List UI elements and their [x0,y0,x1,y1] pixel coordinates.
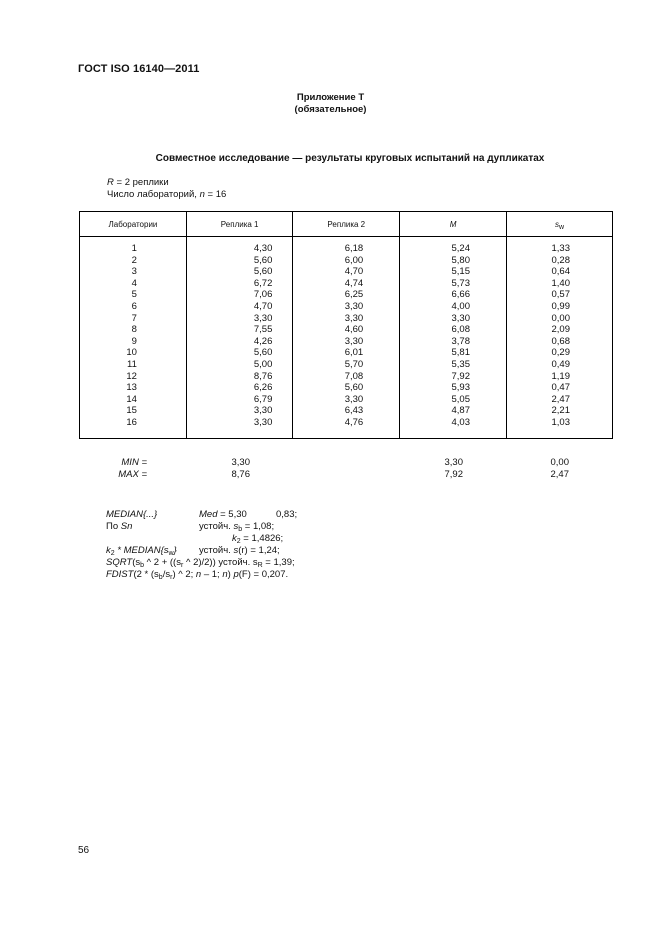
cell-lab: 14 [80,394,187,406]
labs-text: Число лабораторий, [107,189,200,200]
cell-sw: 0,29 [507,347,613,359]
med-expression: Med = 5,30 [199,509,247,520]
cell-sw: 2,09 [507,324,613,336]
sb-expression: устойч. $s_b = 1,08$; [199,521,275,533]
table-row [80,301,613,313]
max-label: MAX = [118,469,147,480]
annex-heading [0,92,661,116]
cell-m: 5,73 [400,278,507,290]
cell-replica-1: 5,60 [186,255,292,267]
table-row [80,405,613,417]
cell-m: 6,66 [400,289,507,301]
page-number: 56 [78,845,90,856]
min-replica-1: 3,30 [231,457,250,468]
max-replica-1: 8,76 [231,469,250,480]
header-sw: $s_w$ [507,212,613,237]
sr-expression: устойч. s(r) = 1,24; [199,545,280,556]
cell-m: 4,00 [400,301,507,313]
min-label: MIN = [121,457,147,468]
min-m: 3,30 [444,457,463,468]
cell-m: 5,81 [400,347,507,359]
cell-m: 4,87 [400,405,507,417]
cell-m: 3,78 [400,336,507,348]
labs-line [107,189,226,201]
labs-value: = 16 [204,189,227,200]
cell-replica-2: 4,70 [293,266,400,278]
table-row [80,347,613,359]
cell-lab: 8 [80,324,187,336]
cell-m: 3,30 [400,313,507,325]
replicas-text: = 2 реплики [113,177,169,188]
cell-m: 6,08 [400,324,507,336]
cell-replica-1: 3,30 [186,313,292,325]
table-body [80,237,613,439]
table-row [80,266,613,278]
cell-replica-2: 4,76 [293,417,400,429]
cell-sw: 1,33 [507,243,613,255]
cell-replica-2: 5,60 [293,382,400,394]
cell-replica-2: 6,43 [293,405,400,417]
cell-lab: 5 [80,289,187,301]
cell-m: 5,24 [400,243,507,255]
cell-replica-2: 3,30 [293,394,400,406]
cell-replica-2: 4,74 [293,278,400,290]
header-m: M [400,212,507,237]
median-label: MEDIAN{...} [106,509,158,520]
cell-lab: 11 [80,359,187,371]
cell-replica-2: 6,00 [293,255,400,267]
standard-header: ГОСТ ISO 16140—2011 [78,63,200,75]
cell-sw: 0,64 [507,266,613,278]
r-variable: R [107,177,114,188]
cell-lab: 12 [80,371,187,383]
cell-sw: 2,47 [507,394,613,406]
table-row [80,336,613,348]
k2-expression: $k_2 = 1,4826$; [232,533,284,545]
sqrt-expression: $SQRT(s_b$ ^ $2 + ((s_r$ ^ 2)/2)) устойч. $s_R = 1,39$; [106,557,295,569]
cell-sw: 0,47 [507,382,613,394]
cell-lab: 4 [80,278,187,290]
cell-replica-2: 4,60 [293,324,400,336]
cell-replica-1: 5,60 [186,347,292,359]
cell-m: 7,92 [400,371,507,383]
cell-replica-1: 3,30 [186,417,292,429]
cell-replica-2: 5,70 [293,359,400,371]
fdist-expression: FDIST(2 * $(s_b/s_r)$ ^ 2; n – 1; n) p(F) = 0,207. [106,569,289,581]
cell-replica-2: 7,08 [293,371,400,383]
cell-replica-1: 6,79 [186,394,292,406]
cell-lab: 2 [80,255,187,267]
cell-lab: 16 [80,417,187,429]
table-row [80,255,613,267]
cell-replica-2: 3,30 [293,313,400,325]
cell-replica-1: 7,55 [186,324,292,336]
cell-lab: 1 [80,243,187,255]
cell-replica-1: 7,06 [186,289,292,301]
cell-lab: 7 [80,313,187,325]
cell-replica-1: 6,26 [186,382,292,394]
table-row [80,278,613,290]
table-row [80,382,613,394]
cell-m: 4,03 [400,417,507,429]
cell-replica-1: 4,26 [186,336,292,348]
table-row [80,313,613,325]
annex-title: Приложение Т [296,92,365,103]
cell-replica-1: 6,72 [186,278,292,290]
cell-replica-1: 3,30 [186,405,292,417]
cell-sw: 1,19 [507,371,613,383]
k2-median-expression: $k_2$ * $MEDIAN\{s_w\}$ [106,545,177,557]
results-table [79,211,613,439]
table-row [80,394,613,406]
header-labs: Лаборатории [80,212,187,237]
table-row [80,371,613,383]
cell-replica-1: 8,76 [186,371,292,383]
cell-m: 5,80 [400,255,507,267]
parameters [107,177,226,201]
cell-m: 5,05 [400,394,507,406]
cell-sw: 0,00 [507,313,613,325]
min-sw: 0,00 [550,457,569,468]
cell-sw: 0,99 [507,301,613,313]
cell-lab: 15 [80,405,187,417]
cell-replica-2: 6,25 [293,289,400,301]
table-row [80,243,613,255]
cell-lab: 6 [80,301,187,313]
replicas-line [107,177,226,189]
cell-lab: 3 [80,266,187,278]
cell-sw: 0,49 [507,359,613,371]
cell-m: 5,35 [400,359,507,371]
cell-replica-2: 3,30 [293,336,400,348]
cell-replica-2: 6,18 [293,243,400,255]
table-row [80,324,613,336]
cell-sw: 1,03 [507,417,613,429]
med-sw-value: 0,83; [276,509,298,520]
n-variable: n [199,189,205,200]
cell-replica-1: 4,70 [186,301,292,313]
cell-sw: 0,28 [507,255,613,267]
cell-m: 5,15 [400,266,507,278]
sn-label: По Sn [106,521,133,532]
table-row [80,417,613,429]
table-row [80,289,613,301]
cell-replica-1: 5,60 [186,266,292,278]
cell-sw: 0,68 [507,336,613,348]
header-replica-2: Реплика 2 [293,212,400,237]
cell-m: 5,93 [400,382,507,394]
table-bottom-row [80,429,613,439]
cell-lab: 10 [80,347,187,359]
cell-sw: 1,40 [507,278,613,290]
max-sw: 2,47 [550,469,569,480]
cell-lab: 13 [80,382,187,394]
table-header-row [80,212,613,237]
cell-sw: 0,57 [507,289,613,301]
cell-replica-1: 5,00 [186,359,292,371]
header-replica-1: Реплика 1 [186,212,292,237]
cell-replica-1: 4,30 [186,243,292,255]
cell-sw: 2,21 [507,405,613,417]
cell-replica-2: 6,01 [293,347,400,359]
section-title: Совместное исследование — результаты круговых испытаний на дупликатах [155,153,545,164]
table-row [80,359,613,371]
max-m: 7,92 [444,469,463,480]
cell-lab: 9 [80,336,187,348]
annex-status: (обязательное) [294,104,367,115]
cell-replica-2: 3,30 [293,301,400,313]
